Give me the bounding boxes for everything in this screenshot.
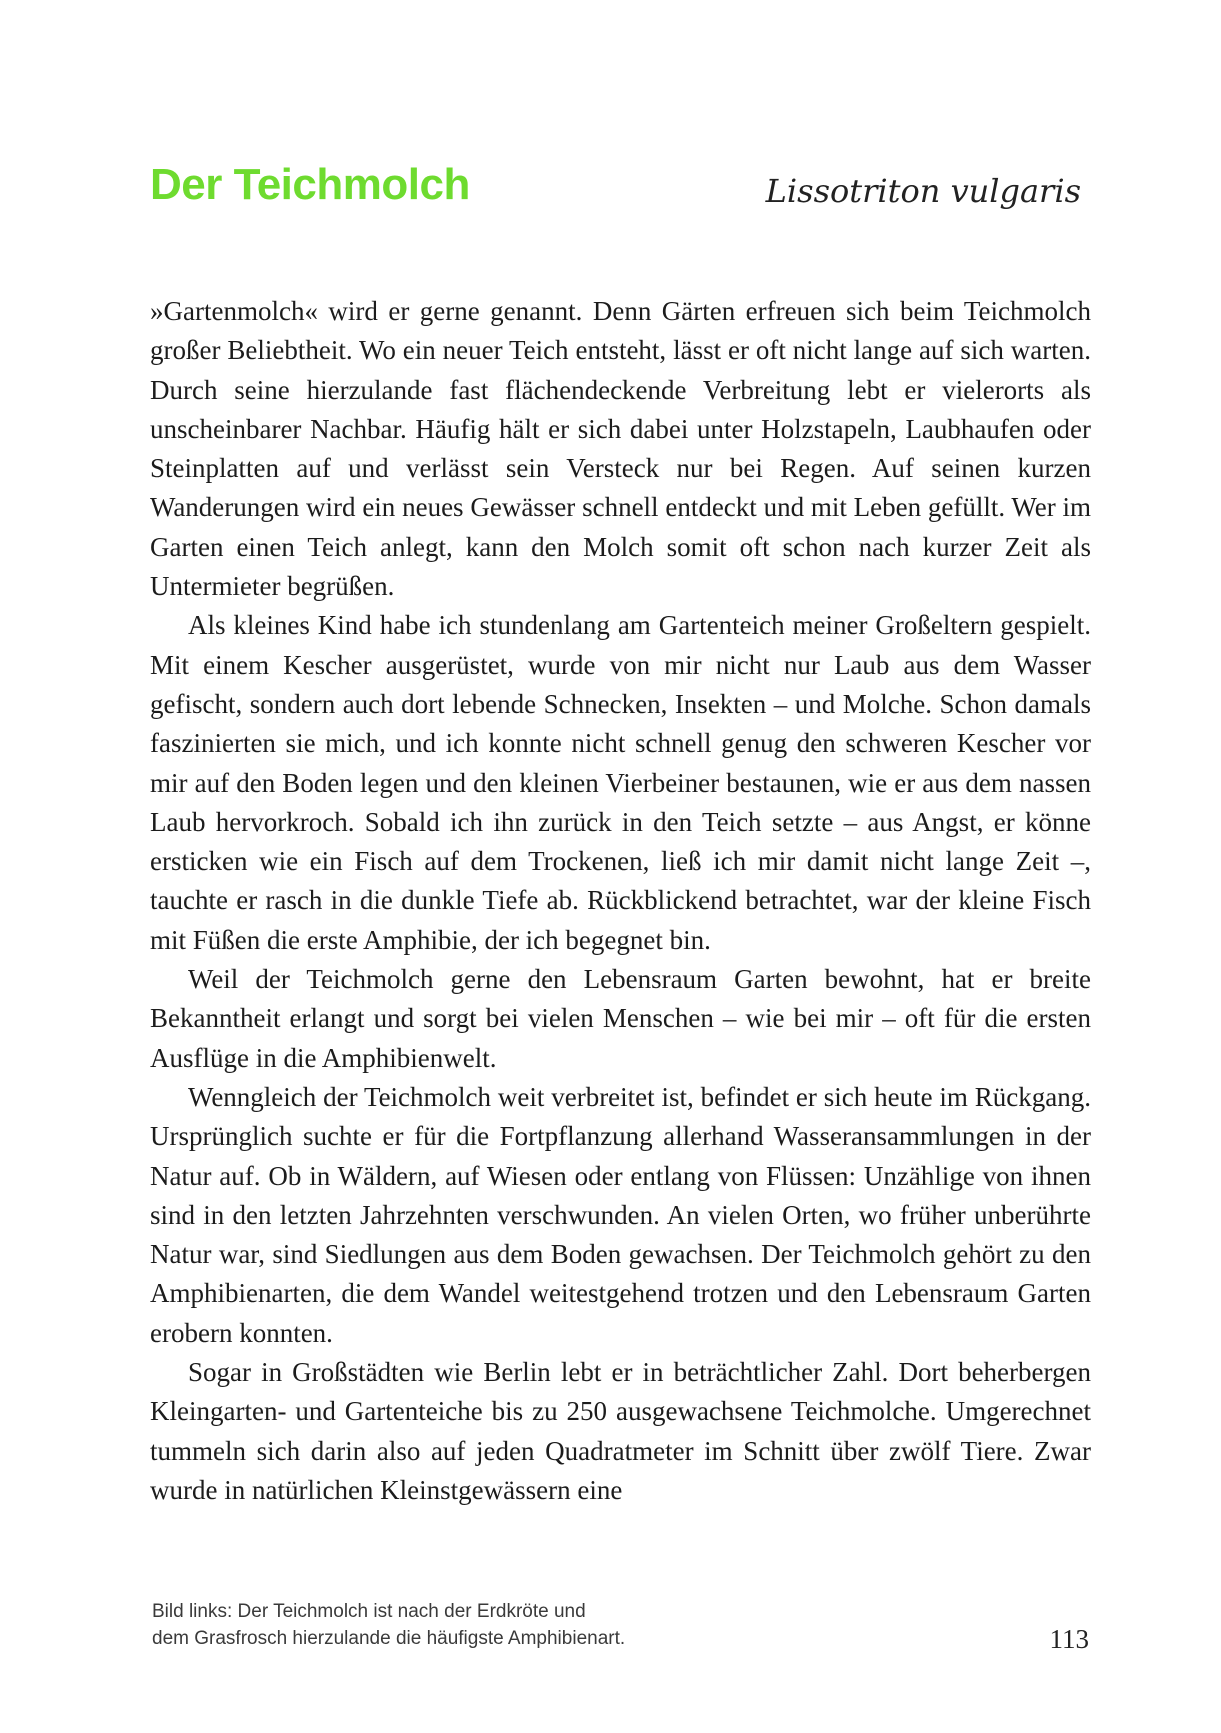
page-number: 113 (1049, 1624, 1089, 1654)
image-caption (152, 1598, 772, 1652)
latin-species-name: Lissotriton vulgaris (765, 172, 1081, 210)
paragraph: Sogar in Großstädten wie Berlin lebt er in beträchtlicher Zahl. Dort beherbergen Kleingarten- und Gartenteiche bis zu 250 ausgewachsene Teichmolche. Umgerechnet tummeln sich darin also auf jeden Quadratmeter im Schnitt über zwölf Tiere. Zwar wurde in natürlichen Kleinstgewässern eine (150, 1357, 1091, 1505)
paragraph: Weil der Teichmolch gerne den Lebensraum Garten bewohnt, hat er breite Bekanntheit erlangt und sorgt bei vielen Menschen – wie bei mir – oft für die ersten Ausflüge in die Amphibienwelt. (150, 964, 1091, 1073)
paragraph: Wenngleich der Teichmolch weit verbreitet ist, befindet er sich heute im Rückgang. Ursprünglich suchte er für die Fortpflanzung allerhand Wasseransammlungen in der Natur auf. Ob in Wäldern, auf Wiesen oder entlang von Flüssen: Unzählige von ihnen sind in den letzten Jahrzehnten verschwunden. An vielen Orten, wo früher unberührte Natur war, sind Siedlungen aus dem Boden gewachsen. Der Teichmolch gehört zu den Amphibienarten, die dem Wandel weitestgehend trotzen und den Lebensraum Garten erobern konnten. (150, 1081, 1091, 1348)
paragraph: Als kleines Kind habe ich stundenlang am Gartenteich meiner Großeltern gespielt. Mit einem Kescher ausgerüstet, wurde von mir nicht nur Laub aus dem Wasser gefischt, sondern auch dort lebende Schnecken, Insekten – und Molche. Schon damals faszinierten sie mich, und ich konnte nicht schnell genug den schweren Kescher vor mir auf den Boden legen und den kleinen Vierbeiner bestaunen, wie er aus dem nassen Laub hervorkroch. Sobald ich ihn zurück in den Teich setzte – aus Angst, er könne ersticken wie ein Fisch auf dem Trockenen, ließ ich mir damit nicht lange Zeit –, tauchte er rasch in die dunkle Tiefe ab. Rückblickend betrachtet, war der kleine Fisch mit Füßen die erste Amphibie, der ich begegnet bin. (150, 610, 1091, 955)
caption-line: dem Grasfrosch hierzulande die häufigste Amphibienart. (152, 1628, 626, 1649)
paragraph: »Gartenmolch« wird er gerne genannt. Denn Gärten erfreuen sich beim Teichmolch großer Beliebtheit. Wo ein neuer Teich entsteht, lässt er oft nicht lange auf sich warten. Durch seine hierzulande fast flächendeckende Verbreitung lebt er vielerorts als unscheinbarer Nachbar. Häufig hält er sich dabei unter Holzstapeln, Laubhaufen oder Steinplatten auf und verlässt sein Versteck nur bei Regen. Auf seinen kurzen Wanderungen wird ein neues Gewässer schnell entdeckt und mit Leben gefüllt. Wer im Garten einen Teich anlegt, kann den Molch somit oft schon nach kurzer Zeit als Untermieter begrüßen. (150, 296, 1091, 602)
chapter-title: Der Teichmolch (150, 160, 470, 209)
body-text (150, 292, 1091, 1510)
caption-line: Bild links: Der Teichmolch ist nach der Erdkröte und (152, 1601, 586, 1622)
